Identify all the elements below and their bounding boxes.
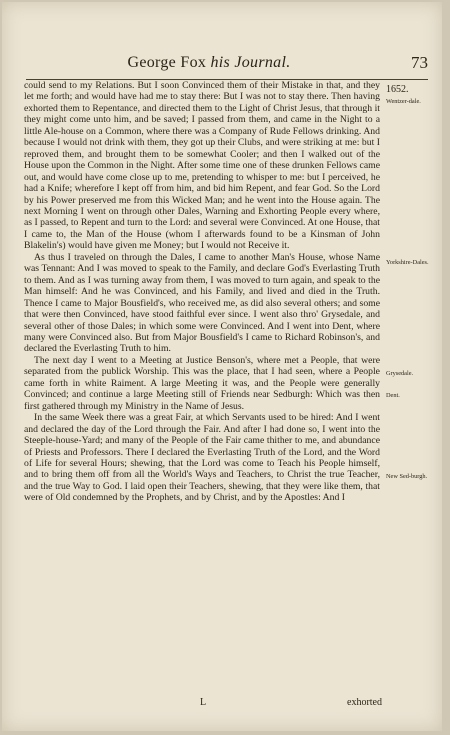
page-number: 73	[411, 53, 428, 72]
margin-note: Dent.	[386, 392, 400, 399]
signature-mark: L	[200, 697, 207, 708]
margin-year: 1652.	[386, 84, 409, 95]
paragraph: As thus I traveled on through the Dales, I came to another Man's House, whose Name was Tennant: And I was moved to speak to the Family, and declare God's Everlasting Truth to them. And as I was turning away from them, I was moved to turn again, and speak to the Man himself: And he was Convinced, and his Family, and lived and died in the Truth. Thence I came to Major Bousfield's, who received me, as did also several others; and some that were then Convinced, have stood faithful ever since. I went also thro' Grysedale, and several other of those Dales; in which some were Convinced. And I went into Dent, where many were Convinced also. But from Major Bousfield's I came to Richard Robinson's, and declared the Everlasting Truth to him.	[24, 251, 380, 355]
margin-note: New Sed-burgh.	[386, 473, 428, 480]
running-title: George Fox his Journal.	[127, 54, 291, 71]
paragraph: could send to my Relations. But I soon Convinced them of their Mistake in that, and they let me forth; and would have had me to stay there: But I was not to stay there. Then having exhorted them to Repentance, and directed them to the Light of Christ Jesus, that through it they might come unto him, and be saved; I passed from them, and came in the Night to a little Ale-house on a Common, where there was a Company of Rude Fellows drinking. And because I would not drink with them, they got up their Clubs, and were striking at me: but I reproved them, and brought them to be somewhat Cooler; and then I walked out of the House upon the Common in the Night. After some time one of these drunken Fellows came out, and would have come close up to me, pretending to whisper to me: but I perceived, he had a Knife; wherefore I kept off from him, and bid him Repent, and fear God. So the Lord by his Power preserved me from this Wicked Man; and he went into the House again. The next Morning I went on through other Dales, Warning and Exhorting People every where, as I passed, to Repent and turn to the Lord: and several were Convinced. At one House, that I came to, the Man of the House (whom I afterwards found to be a Kinsman of John Blakelin's) would have given me Money; but I would not Receive it.	[24, 80, 380, 252]
paragraph: The next day I went to a Meeting at Justice Benson's, where met a People, that were separated from the publick Worship. This was the place, that I had seen, where a People came forth in white Raiment. A large Meeting it was, and the People were generally Convinced; and continue a large Meeting still of Friends near Sedburgh: Which was then first gathered through my Ministry in the Name of Jesus.	[24, 354, 380, 412]
running-head	[26, 53, 428, 78]
margin-note: Wentzer-dale.	[386, 98, 421, 105]
catchword: exhorted	[347, 697, 382, 708]
margin-note: Grysedale.	[386, 370, 414, 377]
margin-note: Yorkshire-Dales.	[386, 259, 429, 266]
body-text	[24, 80, 380, 504]
paragraph: In the same Week there was a great Fair, at which Servants used to be hired: And I went and declared the day of the Lord through the Fair. And after I had done so, I went into the Steeple-house-Yard; and many of the People of the Fair came thither to me, and abundance of Priests and Professors. There I declared the Everlasting Truth of the Lord, and the Word of Life for several Hours; shewing, that the Lord was come to Teach his People himself, and to bring them off from all the World's Ways and Teachers, to Christ the true Teacher, and the true Way to God. I laid open their Teachers, shewing, that they were like them, that were of Old condemned by the Prophets, and by Christ, and by the Apostles: And I	[24, 412, 380, 504]
